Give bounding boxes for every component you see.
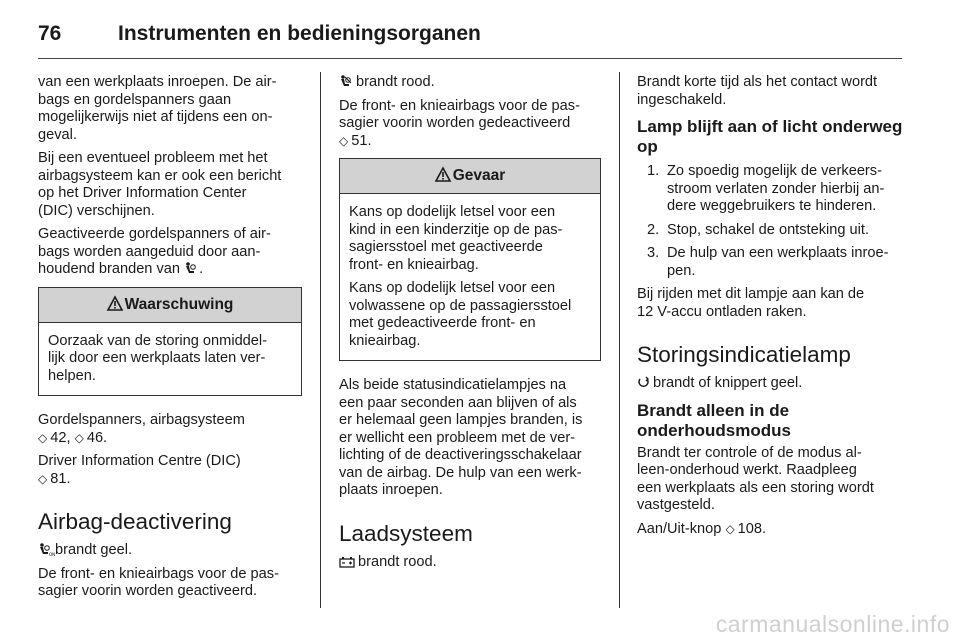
reference-pages [339, 133, 601, 151]
text-line: stroom verlaten zonder hierbij an- [667, 180, 885, 197]
text-line: 12 V-accu ontladen raken. [637, 303, 807, 320]
text-line: onderhoudsmodus [637, 420, 791, 440]
section-title: Airbag-deactivering [38, 509, 232, 534]
subsection-title [637, 401, 903, 441]
text-line: ingeschakeld. [637, 91, 727, 108]
text-line: Lamp blijft aan of licht onderweg [637, 117, 903, 136]
text-line: een paar seconden aan blijven of als [339, 394, 577, 411]
warning-triangle-icon [107, 296, 123, 311]
reference-label: Driver Information Centre (DIC) [38, 453, 241, 469]
text-line: Oorzaak van de storing onmiddel- [48, 332, 268, 349]
text-line: Als beide statusindicatielampjes na [339, 377, 567, 393]
watermark: carmanualsonline.info [715, 611, 950, 637]
danger-title-text: Gevaar [452, 167, 506, 184]
paragraph [339, 377, 601, 500]
step-number: 3. [647, 245, 660, 261]
text-line: Brandt ter controle of de modus al- [637, 444, 862, 461]
text-line: Brandt korte tijd als het contact wordt [637, 74, 878, 90]
page-number: 76 [38, 22, 62, 45]
text-line: Brandt alleen in de [637, 400, 790, 420]
warning-triangle-icon [435, 167, 451, 182]
warning-box-body [39, 323, 301, 396]
text-line: Kans op dodelijk letsel voor een [349, 280, 556, 296]
reference-label: Gordelspanners, airbagsysteem [38, 412, 245, 428]
warning-box [38, 287, 302, 397]
text-line: Bij rijden met dit lampje aan kan de [637, 286, 865, 302]
status-line [637, 375, 903, 393]
column-2 [339, 74, 601, 577]
reference-page: 42, [50, 429, 71, 446]
reference-page: 108. [737, 520, 767, 537]
reference [38, 412, 302, 447]
page-reference-icon: ◇ [38, 430, 48, 445]
text-line: van de airbag. De hulp van een werk- [339, 464, 582, 481]
text-line: sagier voorin worden gedeactiveerd [339, 115, 571, 131]
text-line: plaats inroepen. [339, 482, 443, 498]
text-line: met gedeactiveerde front- en [349, 315, 536, 331]
text-line: van een werkplaats inroepen. De air- [38, 74, 277, 90]
danger-box-title [340, 159, 600, 194]
status-text: brandt rood. [358, 553, 437, 570]
text-line: sagiersstoel met geactiveerde [349, 239, 543, 255]
status-line [339, 554, 601, 572]
status-line [339, 74, 601, 92]
text-line: leen-onderhoud werkt. Raadpleeg [637, 462, 857, 478]
column-divider-2 [619, 72, 620, 608]
text-line: De front- en knieairbags voor de pas- [339, 97, 580, 114]
reference-pages [38, 471, 302, 489]
danger-box-body [340, 194, 600, 360]
text-line: lijk door een werkplaats laten ver- [48, 350, 266, 366]
paragraph [349, 280, 591, 350]
text-line: bags worden aangeduid door aan- [38, 243, 261, 260]
status-text: brandt of knippert geel. [653, 375, 803, 391]
text-line: op [637, 137, 658, 156]
list-item [637, 245, 903, 280]
airbag-on-icon [38, 543, 56, 557]
step-number: 2. [647, 221, 660, 238]
text-line: volwassene op de passagiersstoel [349, 297, 572, 314]
reference-page: 81. [50, 470, 71, 487]
page-title: Instrumenten en bedieningsorganen [118, 22, 481, 45]
reference-pages [38, 430, 302, 448]
text-line: houdend branden van . [38, 261, 204, 277]
status-line [38, 542, 302, 560]
page-reference-icon: ◇ [725, 521, 735, 536]
list-item [637, 163, 903, 216]
page-reference-icon: ◇ [339, 133, 349, 148]
section-title: Storingsindicatielamp [637, 342, 851, 367]
status-text: brandt rood. [356, 74, 435, 90]
page-reference-icon: ◇ [38, 471, 48, 486]
text-line: knieairbag. [349, 332, 421, 349]
list-item [637, 222, 903, 240]
svg-text:ON: ON [49, 552, 56, 557]
reference-label: Aan/Uit-knop [637, 520, 722, 537]
text-line: er wellicht een probleem met de ver- [339, 429, 576, 446]
text-line: een werkplaats als een storing wordt [637, 479, 874, 496]
paragraph [339, 98, 601, 151]
text-line: Kans op dodelijk letsel voor een [349, 204, 556, 220]
steps-list [637, 163, 903, 280]
text-line: op het Driver Information Center [38, 185, 247, 201]
paragraph [38, 566, 302, 601]
paragraph [637, 286, 903, 321]
text-line: dere weggebruikers te hinderen. [667, 198, 877, 214]
reference [38, 453, 302, 488]
section-title: Laadsysteem [339, 520, 473, 546]
warning-box-title [39, 288, 301, 323]
paragraph [48, 333, 292, 386]
subsection-title [637, 117, 903, 157]
airbag-off-icon [339, 75, 353, 88]
reference-page: 46. [86, 429, 108, 446]
text-line: vastgesteld. [637, 497, 715, 513]
text-line: helpen. [48, 367, 96, 384]
paragraph [637, 74, 903, 109]
text-line: mogelijkerwijs niet af tijdens een on- [38, 109, 273, 125]
paragraph [38, 150, 302, 220]
text-line: sagier voorin worden geactiveerd. [38, 583, 258, 599]
page-reference-icon: ◇ [74, 430, 84, 445]
text-line: bags en gordelspanners gaan [38, 91, 232, 108]
paragraph [349, 204, 591, 274]
text-line: er helemaal geen lampjes branden, is [339, 412, 583, 428]
warning-title-text: Waarschuwing [124, 295, 234, 313]
text-line: front- en knieairbag. [349, 256, 479, 273]
column-1 [38, 74, 302, 607]
status-text: brandt geel. [55, 542, 133, 558]
danger-box [339, 158, 601, 361]
text-line: (DIC) verschijnen. [38, 202, 155, 219]
paragraph [637, 445, 903, 515]
text-line: pen. [667, 262, 696, 279]
reference-pages [637, 521, 903, 539]
text-line: De front- en knieairbags voor de pas- [38, 565, 279, 582]
text-line: Zo spoedig mogelijk de verkeers- [667, 163, 882, 179]
text-line: lichting of de deactiveringsschakelaar [339, 447, 582, 463]
text-line: airbagsysteem kan er ook een bericht [38, 167, 282, 184]
paragraph [38, 226, 302, 279]
text-line: Bij een eventueel probleem met het [38, 150, 268, 166]
column-divider-1 [320, 72, 321, 608]
paragraph [38, 74, 302, 144]
reference-page: 51. [351, 132, 372, 149]
wrench-service-icon [637, 376, 650, 389]
text-line: kind in een kinderzitje op de pas- [349, 221, 563, 238]
step-number: 1. [647, 163, 660, 179]
reference [637, 521, 903, 539]
airbag-seat-icon [184, 262, 196, 275]
text-line: Stop, schakel de ontsteking uit. [667, 221, 870, 238]
page-header [38, 10, 902, 60]
column-3 [637, 74, 903, 544]
header-rule [38, 58, 902, 59]
text-line: De hulp van een werkplaats inroe- [667, 245, 889, 261]
battery-icon [339, 556, 355, 568]
text-fragment: houdend branden van [38, 261, 181, 277]
text-line: Geactiveerde gordelspanners of air- [38, 226, 271, 242]
text-line: geval. [38, 126, 77, 143]
